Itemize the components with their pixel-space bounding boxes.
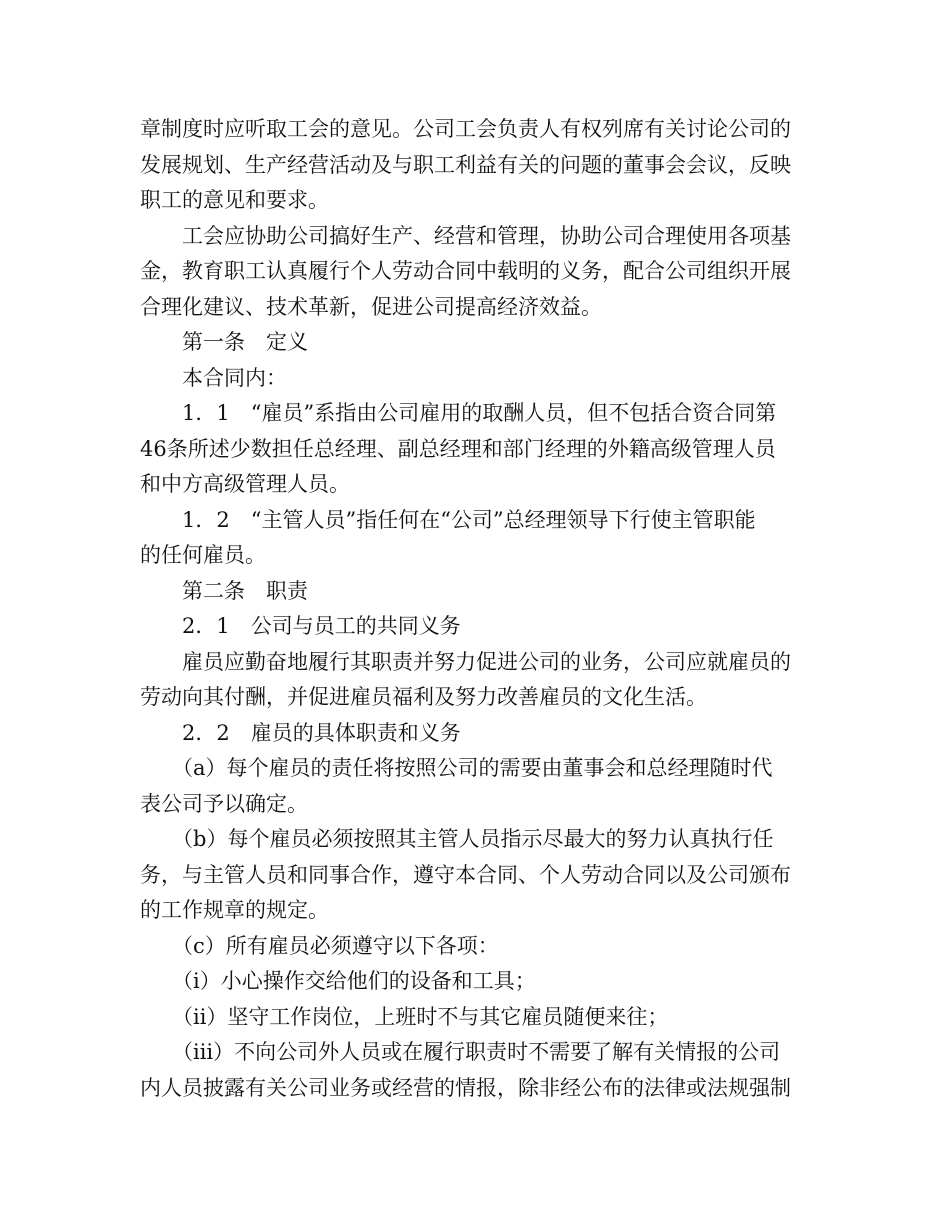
paragraph-line: 章制度时应听取工会的意见。公司工会负责人有权列席有关讨论公司的 — [140, 117, 791, 141]
clause-line: 1．2 “主管人员”指任何在“公司”总经理领导下行使主管职能 — [182, 507, 756, 532]
sub-item-line: （ⅰ）小心操作交给他们的设备和工具； — [172, 969, 536, 993]
paragraph-line: 金，教育职工认真履行个人劳动合同中载明的义务，配合公司组织开展 — [140, 259, 791, 283]
sub-item-line: （ⅱ）坚守工作岗位，上班时不与其它雇员随便来往； — [172, 1004, 669, 1029]
paragraph-line: 合理化建议、技术革新，促进公司提高经济效益。 — [140, 294, 602, 319]
paragraph-line: 工会应协助公司搞好生产、经营和管理，协助公司合理使用各项基 — [182, 223, 791, 248]
paragraph-line: 的任何雇员。 — [140, 543, 266, 567]
paragraph-line: 本合同内： — [182, 365, 287, 390]
document-body — [140, 112, 820, 1106]
paragraph-line: 务，与主管人员和同事合作，遵守本合同、个人劳动合同以及公司颁布 — [140, 862, 791, 887]
paragraph-line: 表公司予以确定。 — [140, 791, 308, 816]
sub-item-line: （ⅲ）不向公司外人员或在履行职责时不需要了解有关情报的公司 — [172, 1040, 781, 1064]
paragraph-line: 内人员披露有关公司业务或经营的情报，除非经公布的法律或法规强制 — [140, 1075, 791, 1100]
clause-heading: 2．2 雇员的具体职责和义务 — [182, 720, 461, 745]
item-line: （a）每个雇员的责任将按照公司的需要由董事会和总经理随时代 — [172, 756, 773, 780]
article-heading: 第二条 职责 — [182, 578, 308, 603]
item-line: （b）每个雇员必须按照其主管人员指示尽最大的努力认真执行任 — [172, 827, 774, 851]
clause-heading: 2．1 公司与员工的共同义务 — [182, 614, 461, 638]
paragraph-line: 雇员应勤奋地履行其职责并努力促进公司的业务，公司应就雇员的 — [182, 649, 791, 674]
paragraph-line: 发展规划、生产经营活动及与职工利益有关的问题的董事会会议，反映 — [140, 152, 791, 177]
paragraph-line: 和中方高级管理人员。 — [140, 472, 350, 496]
clause-line: 1．1 “雇员”系指由公司雇用的取酬人员，但不包括合资合同第 — [182, 401, 777, 425]
paragraph-line: 46条所述少数担任总经理、副总经理和部门经理的外籍高级管理人员 — [140, 436, 776, 461]
paragraph-line: 职工的意见和要求。 — [140, 188, 329, 212]
item-line: （c）所有雇员必须遵守以下各项： — [172, 933, 499, 958]
paragraph-line: 劳动向其付酬，并促进雇员福利及努力改善雇员的文化生活。 — [140, 685, 707, 709]
paragraph-line: 的工作规章的规定。 — [140, 898, 329, 922]
article-heading: 第一条 定义 — [182, 330, 308, 354]
